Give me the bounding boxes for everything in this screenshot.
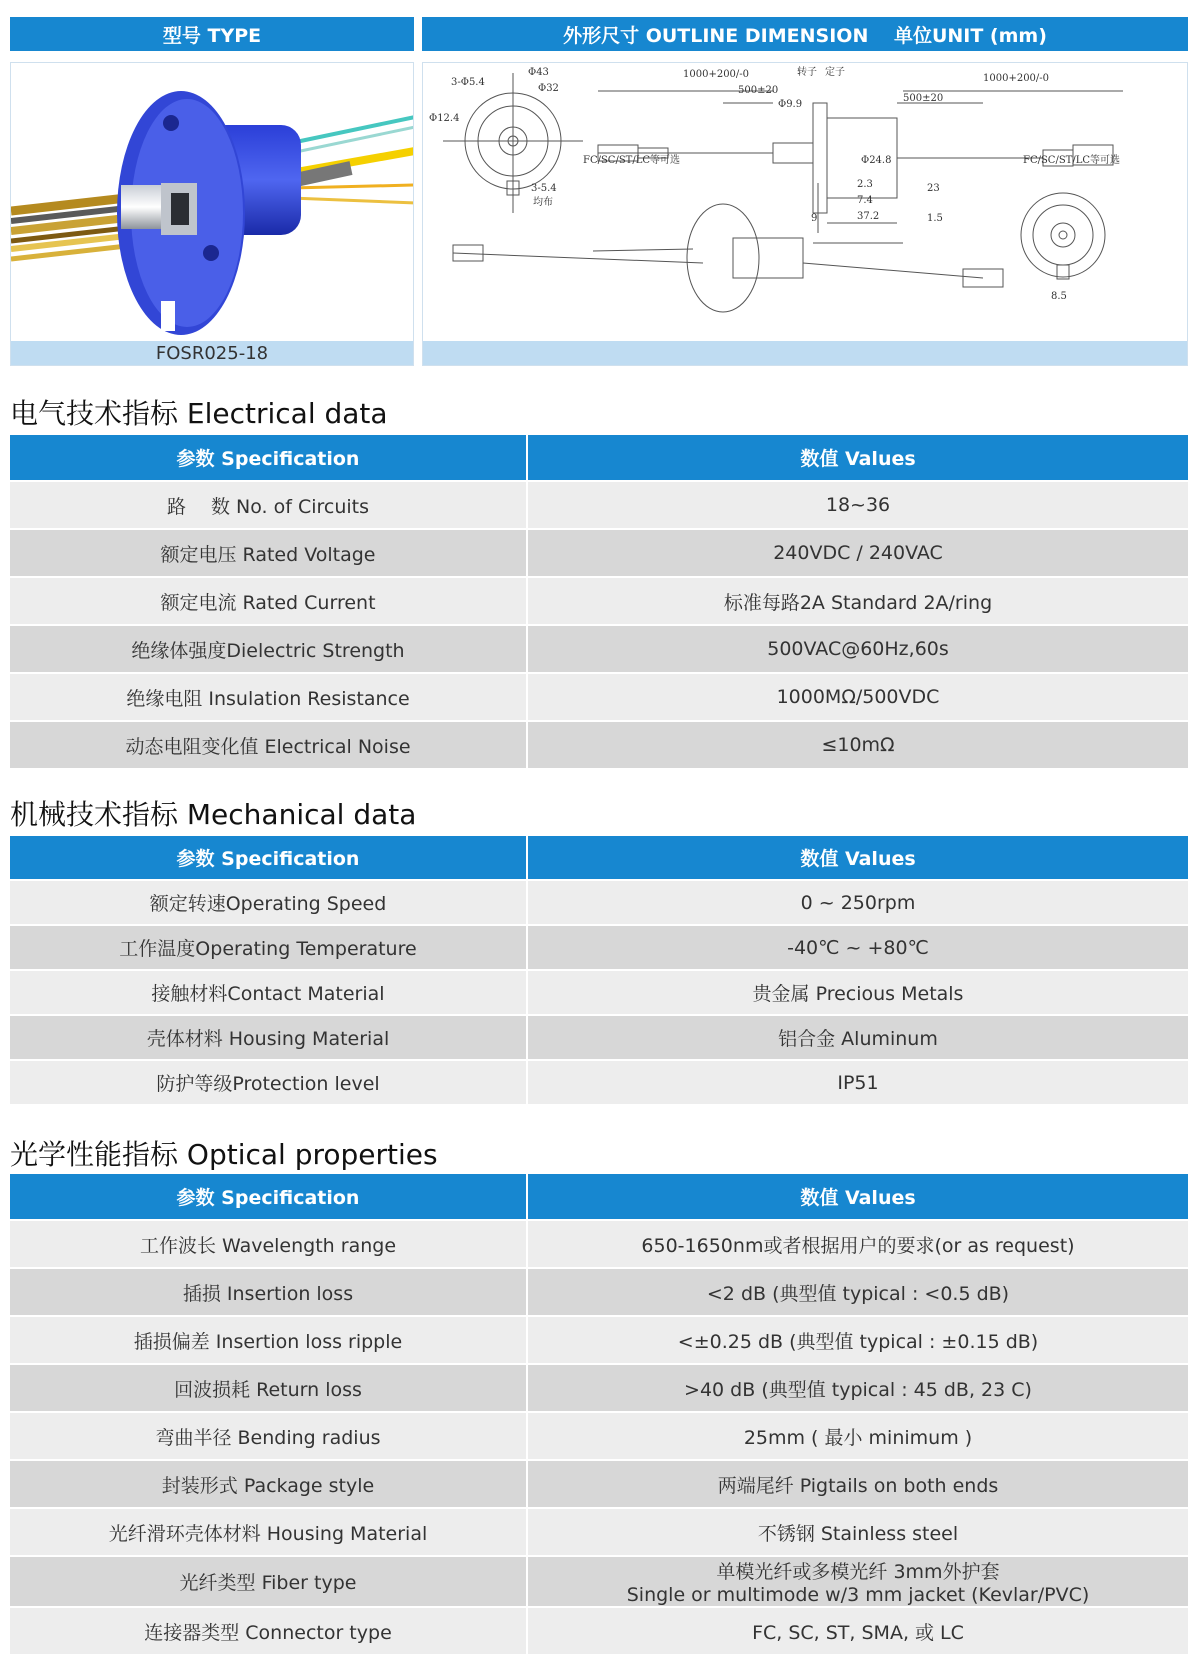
value-cell: 25mm ( 最小 minimum ) (527, 1412, 1188, 1460)
table-row (10, 1556, 1188, 1607)
fiber-type-line1: 单模光纤或多模光纤 3mm外护套 (716, 1561, 1000, 1583)
table-row (10, 1607, 1188, 1655)
table-row (10, 721, 1188, 769)
svg-text:500±20: 500±20 (738, 85, 779, 96)
optical-header-row (10, 1174, 1188, 1220)
drawing-caption-bar (423, 341, 1187, 365)
product-model-caption (11, 341, 413, 365)
spec-cell: 插损 Insertion loss (10, 1268, 527, 1316)
value-cell: 0 ~ 250rpm (527, 880, 1188, 925)
value-cell: 两端尾纤 Pigtails on both ends (527, 1460, 1188, 1508)
table-row (10, 1015, 1188, 1060)
optical-col-spec: 参数 Specification (10, 1174, 527, 1220)
spec-cell: 额定转速Operating Speed (10, 880, 527, 925)
dimension-labels (429, 65, 1120, 302)
table-row (10, 925, 1188, 970)
value-cell: 贵金属 Precious Metals (527, 970, 1188, 1015)
table-row (10, 1508, 1188, 1556)
spec-cell: 工作温度Operating Temperature (10, 925, 527, 970)
spec-cell: 绝缘电阻 Insulation Resistance (10, 673, 527, 721)
optical-col-values: 数值 Values (527, 1174, 1188, 1220)
spec-cell: 绝缘体强度Dielectric Strength (10, 625, 527, 673)
svg-text:37.2: 37.2 (857, 211, 880, 222)
value-cell: 1000MΩ/500VDC (527, 673, 1188, 721)
svg-text:定子: 定子 (825, 67, 845, 78)
svg-text:2.3: 2.3 (857, 179, 873, 190)
spec-cell: 路 数 No. of Circuits (10, 481, 527, 529)
svg-text:FC/SC/ST/LC等可选: FC/SC/ST/LC等可选 (1023, 155, 1121, 166)
spec-cell: 防护等级Protection level (10, 1060, 527, 1105)
value-cell: 标准每路2A Standard 2A/ring (527, 577, 1188, 625)
value-cell: FC, SC, ST, SMA, 或 LC (527, 1607, 1188, 1655)
svg-text:500±20: 500±20 (903, 93, 944, 104)
spec-cell: 弯曲半径 Bending radius (10, 1412, 527, 1460)
svg-text:Φ43: Φ43 (528, 67, 549, 78)
svg-text:Φ9.9: Φ9.9 (778, 99, 803, 110)
outline-header (422, 17, 1188, 51)
right-wire-bundle (291, 117, 414, 203)
table-row (10, 1460, 1188, 1508)
value-cell: 铝合金 Aluminum (527, 1015, 1188, 1060)
value-cell: -40℃ ~ +80℃ (527, 925, 1188, 970)
svg-text:均布: 均布 (533, 197, 553, 208)
mechanical-col-spec: 参数 Specification (10, 836, 527, 880)
table-row (10, 529, 1188, 577)
type-header-label: 型号 TYPE (162, 24, 262, 47)
table-row (10, 481, 1188, 529)
product-image-panel (10, 62, 414, 366)
outline-header-label: 外形尺寸 OUTLINE DIMENSION 单位UNIT (mm) (563, 24, 1047, 47)
outline-drawing-panel (422, 62, 1188, 366)
electrical-header-row (10, 435, 1188, 481)
spec-cell: 光纤滑环壳体材料 Housing Material (10, 1508, 527, 1556)
mechanical-section-title: 机械技术指标 Mechanical data (10, 798, 417, 831)
value-cell: ≤10mΩ (527, 721, 1188, 769)
svg-text:Φ12.4: Φ12.4 (429, 113, 460, 124)
table-row (10, 1268, 1188, 1316)
electrical-section-title: 电气技术指标 Electrical data (10, 397, 388, 430)
svg-text:1000+200/-0: 1000+200/-0 (683, 69, 750, 80)
table-row (10, 1412, 1188, 1460)
optical-section-title: 光学性能指标 Optical properties (10, 1138, 438, 1171)
electrical-col-values: 数值 Values (527, 435, 1188, 481)
svg-text:7.4: 7.4 (857, 195, 873, 206)
svg-text:9: 9 (811, 213, 818, 224)
svg-text:1.5: 1.5 (927, 213, 943, 224)
svg-text:3-Φ5.4: 3-Φ5.4 (451, 77, 485, 88)
mechanical-table (10, 836, 1188, 1106)
spec-cell: 回波损耗 Return loss (10, 1364, 527, 1412)
svg-text:23: 23 (927, 183, 940, 194)
optical-table (10, 1174, 1188, 1656)
table-row (10, 1220, 1188, 1268)
spec-cell: 插损偏差 Insertion loss ripple (10, 1316, 527, 1364)
svg-text:Φ32: Φ32 (538, 83, 559, 94)
value-cell: 240VDC / 240VAC (527, 529, 1188, 577)
spec-cell: 接触材料Contact Material (10, 970, 527, 1015)
spec-cell: 工作波长 Wavelength range (10, 1220, 527, 1268)
spec-cell: 封装形式 Package style (10, 1460, 527, 1508)
value-cell: IP51 (527, 1060, 1188, 1105)
value-cell: 18~36 (527, 481, 1188, 529)
mechanical-header-row (10, 836, 1188, 880)
table-row (10, 1364, 1188, 1412)
table-row (10, 673, 1188, 721)
table-row (10, 1060, 1188, 1105)
svg-text:1000+200/-0: 1000+200/-0 (983, 73, 1050, 84)
spec-cell: 动态电阻变化值 Electrical Noise (10, 721, 527, 769)
value-cell: 500VAC@60Hz,60s (527, 625, 1188, 673)
product-model: FOSR025-18 (155, 342, 269, 364)
spec-cell: 壳体材料 Housing Material (10, 1015, 527, 1060)
svg-text:转子: 转子 (797, 67, 817, 78)
fiber-type-line2: Single or multimode w/3 mm jacket (Kevlar/PVC) (626, 1584, 1090, 1606)
table-row (10, 577, 1188, 625)
spec-cell: 额定电压 Rated Voltage (10, 529, 527, 577)
table-row (10, 970, 1188, 1015)
spec-cell: 连接器类型 Connector type (10, 1607, 527, 1655)
slip-ring-illustration (11, 63, 414, 343)
electrical-col-spec: 参数 Specification (10, 435, 527, 481)
value-cell: >40 dB (典型值 typical : 45 dB, 23 C) (527, 1364, 1188, 1412)
value-cell: 650-1650nm或者根据用户的要求(or as request) (527, 1220, 1188, 1268)
value-cell (527, 1556, 1188, 1607)
spec-cell: 额定电流 Rated Current (10, 577, 527, 625)
type-header (10, 17, 414, 51)
value-cell: <2 dB (典型值 typical : <0.5 dB) (527, 1268, 1188, 1316)
spec-cell: 光纤类型 Fiber type (10, 1556, 527, 1607)
mechanical-col-values: 数值 Values (527, 836, 1188, 880)
value-cell: 不锈钢 Stainless steel (527, 1508, 1188, 1556)
table-row (10, 625, 1188, 673)
svg-text:8.5: 8.5 (1051, 291, 1067, 302)
svg-text:Φ24.8: Φ24.8 (861, 155, 892, 166)
svg-text:3-5.4: 3-5.4 (531, 183, 557, 194)
value-cell: <±0.25 dB (典型值 typical : ±0.15 dB) (527, 1316, 1188, 1364)
table-row (10, 1316, 1188, 1364)
electrical-table (10, 435, 1188, 770)
table-row (10, 880, 1188, 925)
outline-dimension-drawing (423, 63, 1188, 343)
svg-text:FC/SC/ST/LC等可选: FC/SC/ST/LC等可选 (583, 155, 681, 166)
